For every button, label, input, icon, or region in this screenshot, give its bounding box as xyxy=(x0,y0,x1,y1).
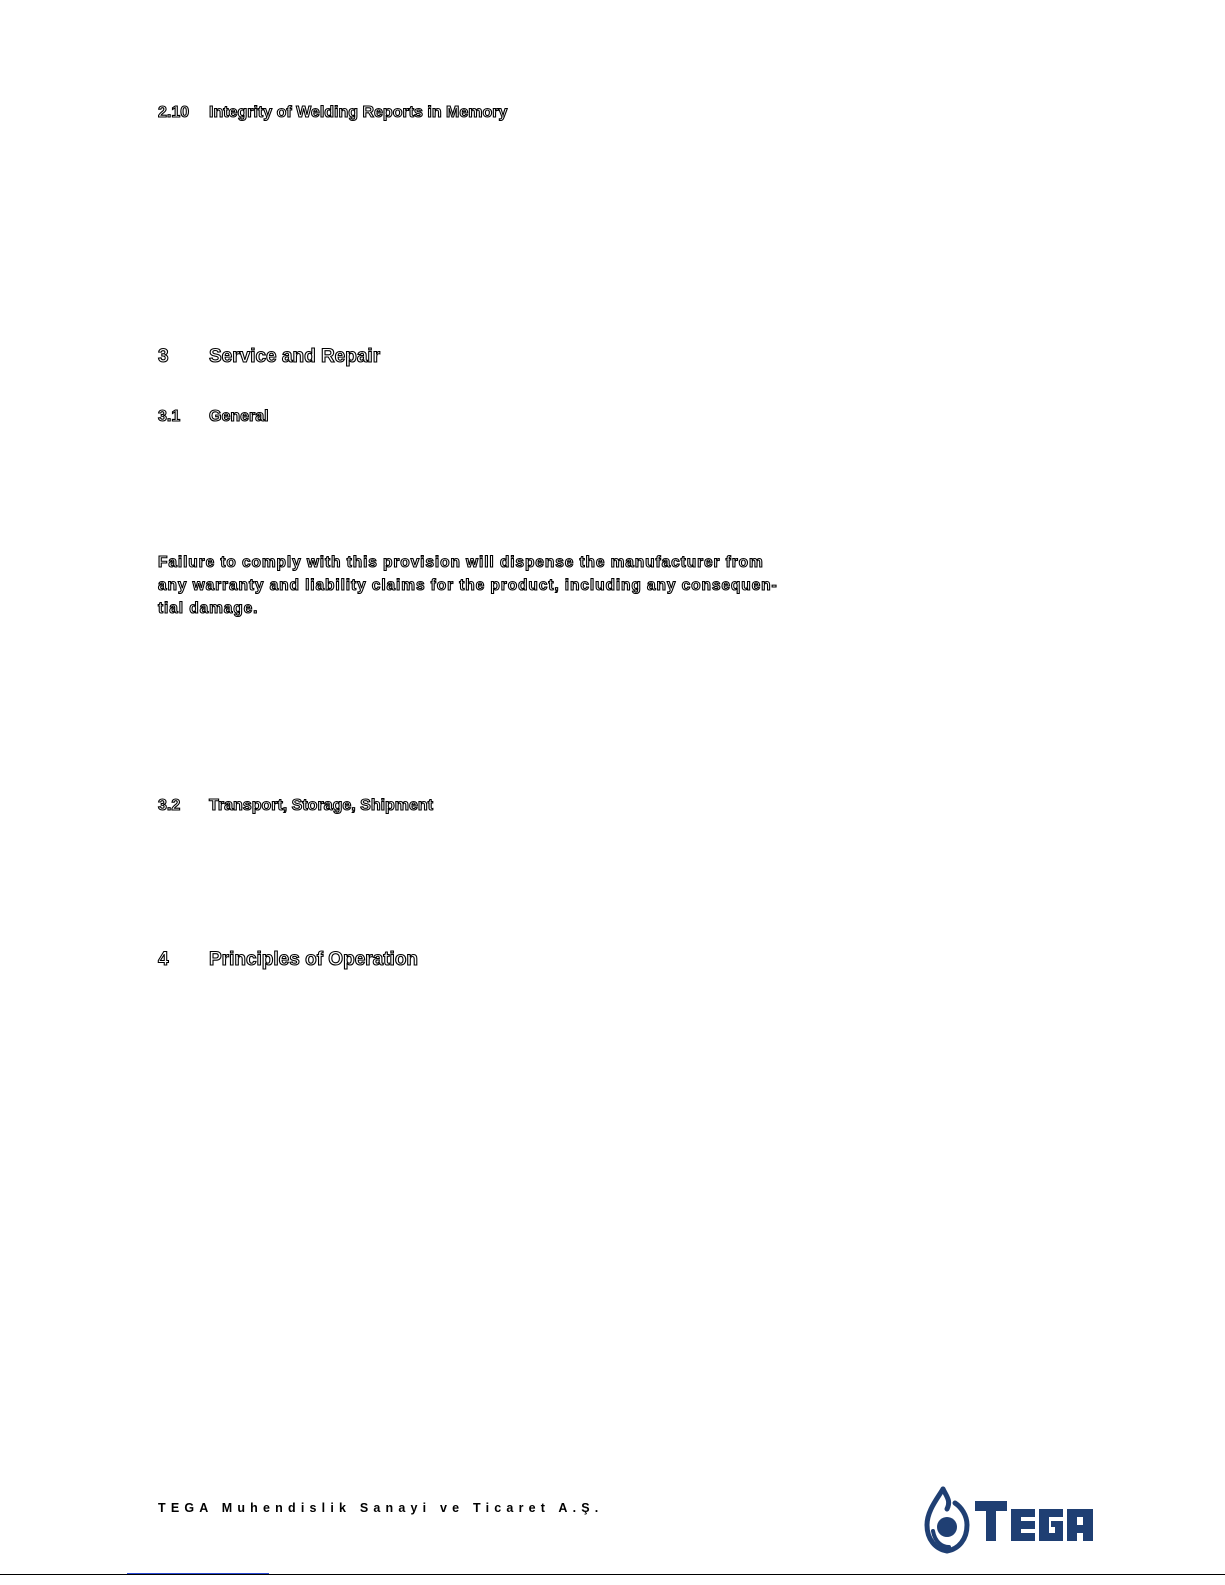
section-title: Transport, Storage, Shipment xyxy=(209,797,434,814)
footer-company-name: TEGA Muhendislik Sanayi ve Ticaret A.Ş. xyxy=(158,1501,604,1515)
section-number: 3.1 xyxy=(158,408,181,425)
section-title: Principles of Operation xyxy=(209,949,419,970)
warranty-warning-paragraph: Failure to comply with this provision will dispense the manufacturer from any warranty and liability claims for the product, including any consequen-tial damage. xyxy=(158,554,778,617)
section-title: Integrity of Welding Reports in Memory xyxy=(209,104,508,121)
section-3-1-heading xyxy=(158,408,269,426)
page-bottom-link-underline xyxy=(127,1573,269,1574)
section-3-2-heading xyxy=(158,797,433,815)
section-number: 4 xyxy=(158,949,169,970)
section-number: 3 xyxy=(158,346,169,367)
section-2-10-heading xyxy=(158,104,507,122)
section-4-heading xyxy=(158,949,418,971)
tega-logo xyxy=(923,1483,1098,1558)
flame-drop-icon xyxy=(927,1489,967,1551)
section-number: 2.10 xyxy=(158,104,190,121)
section-title: Service and Repair xyxy=(209,346,381,367)
section-title: General xyxy=(209,408,269,425)
section-3-heading xyxy=(158,346,380,368)
section-number: 3.2 xyxy=(158,797,181,814)
tega-wordmark xyxy=(975,1501,1093,1541)
page-bottom-rule xyxy=(0,1574,1225,1575)
